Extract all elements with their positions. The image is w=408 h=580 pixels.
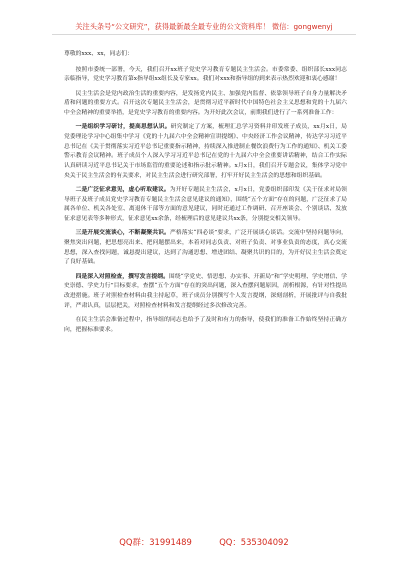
paragraph-text: 在民主生活会准备过程中，指导组的同志也给予了及时和有力的指导，使我们的准备工作始终坚持正确方向，把握标准要求。 bbox=[64, 316, 347, 333]
paragraph-lead: 一是组织学习研讨，提高思想认识。 bbox=[75, 124, 171, 131]
paragraph-point-3 bbox=[64, 229, 347, 268]
paragraph-text: 按照市委统一部署，今天，我们召开xx班子党史学习教育专题民主生活会。市委常委、组织部长xxx同志亲临指导，党史学习教育第x指导组xx组长及专家xx。我们对xxx和指导组的到来表示热烈欢迎和衷心感谢！ bbox=[64, 66, 347, 83]
paragraph-closing bbox=[64, 316, 347, 335]
footer-qq: QQ：535304092 bbox=[219, 537, 289, 547]
paragraph-point-2 bbox=[64, 186, 347, 225]
paragraph-lead: 三是开展交流谈心，不断凝聚共识。 bbox=[75, 230, 170, 237]
paragraph-opening bbox=[64, 66, 347, 85]
paragraph-text: 为开好专题民主生活会，x月x日，党委组织部印发《关于征求对局领导班子及班子成员党史学习教育专题民主生活会意见建议的通知》，围绕“五个方面”存在的问题，广泛征求了局属各单位、机关各处室、离退休干部等方面的意见建议，同时还通过工作调研、召开座谈会、个别谈话、发放征求意见表等多种形式，征求意见xx余条，经梳理后的意见建议共xx条，分别提交相关领导。 bbox=[64, 186, 347, 223]
paragraph-text: 严格落实“四必谈”要求，广泛开展谈心谈话。交流中坚持问题导向，聚焦突出问题，把思想亮出来、把问题摆出来，本着对同志负责、对班子负责、对事业负责的态度，真心交流思想，深入查找问题，诚恳提出建议，达到了沟通思想、增进团结、凝聚共识的目的，为开好民主生活会奠定了良好基础。 bbox=[64, 230, 347, 266]
salutation: 尊敬的xxx、xx，同志们： bbox=[64, 51, 133, 57]
paragraph-lead: 二是广泛征求意见，虚心听取建议。 bbox=[75, 186, 170, 193]
footer-contacts bbox=[0, 537, 408, 547]
paragraph-text: 研究制定了方案，梳理汇总学习资料并印发班子成员，xx月x日，局党委理论学习中心组集中学习《党的十九届六中全会精神宣讲提纲》、中央经济工作会议精神，传达学习习近平总书记在《关于贯彻落实习近平总书记重要指示精神，持续深入推进制止餐饮浪费行为工作的通知》、机关工委警示教育会议精神。班子成员个人深入学习习近平总书记在党的十九届六中全会重要讲话精神，结合工作实际认真研读习近平总书记关于市场监管的重要论述和指示批示精神。x月x日，我们召开专题会议，集体学习党中央关于民主生活会的有关要求，对民主生活会进行研究部署，打牢开好民主生活会的思想和组织基础。 bbox=[64, 124, 347, 179]
paragraph-point-4 bbox=[64, 273, 347, 312]
paragraph-point-1 bbox=[64, 123, 347, 181]
header-divider bbox=[52, 34, 356, 35]
footer-qq-group: QQ群：31991489 bbox=[119, 537, 192, 547]
document-body bbox=[64, 50, 347, 340]
paragraph-text: 围绕“学党史、悟思想、办实事、开新局”和“学史明理、学史增信、学史崇德、学史力行”目标要求，查摆“五个方面”存在的突出问题，深入查摆问题原因，剖析根源，有针对性提出改进措施。班子对照检查材料由我主持起草，班子成员分别撰写个人发言提纲，深刻剖析，开展批评与自我批评，严肃认真，层层把关，对照检查材料和发言提纲经过多次修改完善。 bbox=[64, 273, 348, 309]
paragraph-background bbox=[64, 90, 347, 119]
paragraph-lead: 四是深入对照检查，撰写发言提纲。 bbox=[75, 273, 169, 280]
paragraph-text: 民主生活会是党内政治生活的重要内容，是发扬党内民主、加强党内监督、依靠领导班子自身力量解决矛盾和问题的重要方式。召开这次专题民主生活会，是贯彻习近平新时代中国特色社会主义思想和党的十九届六中全会精神的重要举措，是党史学习教育的重要内容。为开好此次会议，前期我们进行了一系列准备工作： bbox=[64, 90, 347, 117]
header-banner: 关注头条号“公文研究”，获得最新最全最专业的公文资料库！ 微信：gongwenyj bbox=[75, 22, 333, 31]
